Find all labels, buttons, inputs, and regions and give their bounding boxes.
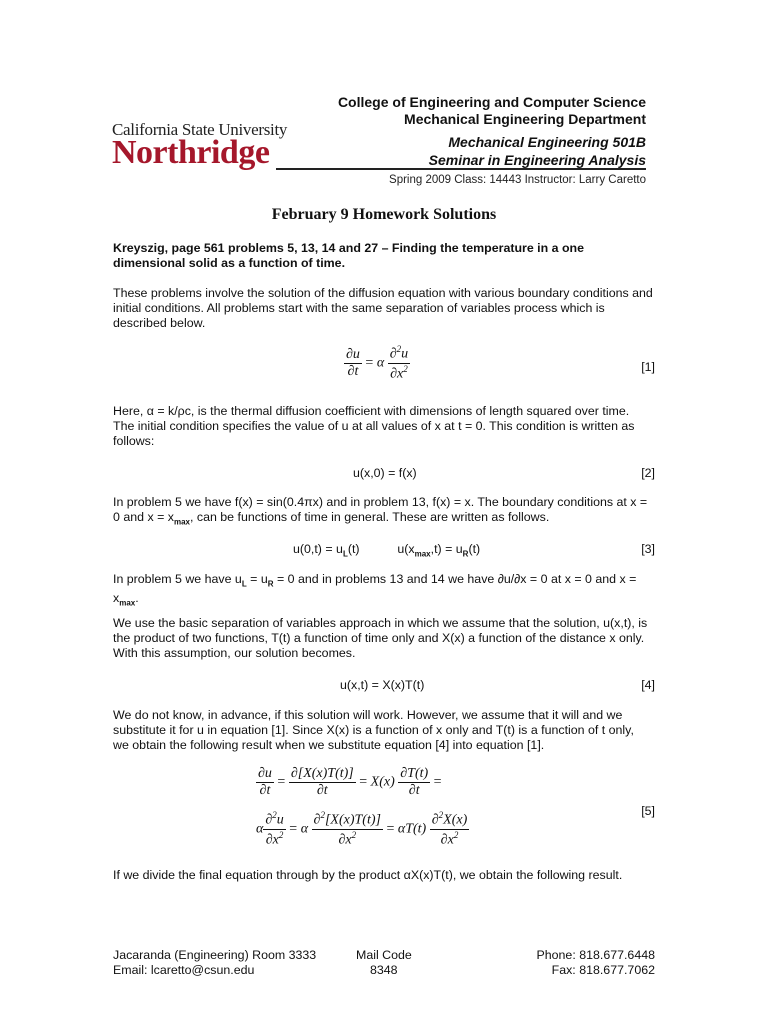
paragraph-4: In problem 5 we have $u_L = u_R = 0$ and in problems 13 and 14 we have ∂u/∂x = 0 at x = 0 and $x = x_{max}$. — [113, 572, 637, 608]
course-name: Mechanical Engineering 501B — [448, 134, 646, 150]
equation-2: u(x,0) = f(x) — [353, 466, 417, 480]
equation-4-number: [4] — [641, 678, 655, 692]
footer-phone: Phone: 818.677.6448 — [536, 948, 655, 962]
department-name: Mechanical Engineering Department — [404, 111, 646, 127]
equation-4: u(x,t) = X(x)T(t) — [340, 678, 425, 692]
equation-1: $\frac{\partial u}{\partial t}$ = α $\frac{\partial^2u}{\partial x^2}$ — [346, 344, 409, 382]
equation-5-number: [5] — [641, 804, 655, 818]
college-name: College of Engineering and Computer Science — [337, 94, 646, 110]
equation-3-number: [3] — [641, 542, 655, 556]
equation-1-number: [1] — [641, 360, 655, 374]
course-title: Seminar in Engineering Analysis — [428, 152, 646, 168]
paragraph-5: We use the basic separation of variables approach in which we assume that the solution, u(x,t), is the product of two functions, T(t) a function of time only and X(x) a function of the distance x only. With this assumption, our solution becomes. — [113, 616, 648, 660]
university-logo-top: California State University — [112, 120, 288, 139]
paragraph-2: Here, α = k/ρc, is the thermal diffusion coefficient with dimensions of length squared over time. The initial condition specifies the value of u at all values of x at t = 0. This condition is written as follows: — [113, 404, 635, 448]
page-title: February 9 Homework Solutions — [271, 206, 497, 223]
university-logo-main: Northridge — [112, 134, 270, 171]
header-rule — [276, 168, 646, 170]
paragraph-3: In problem 5 we have f(x) = sin(0.4πx) and in problem 13, f(x) = x. The boundary conditions at x = 0 and $x = x_{max}$, can be functions of time in general. These are written as follows. — [113, 495, 648, 527]
paragraph-7: If we divide the final equation through by the product αX(x)T(t), we obtain the following result. — [113, 868, 623, 882]
footer-fax: Fax: 818.677.7062 — [551, 963, 655, 977]
footer-room: Jacaranda (Engineering) Room 3333 — [113, 948, 317, 962]
footer-mail-code: 8348 — [370, 963, 398, 977]
intro-heading: Kreyszig, page 561 problems 5, 13, 14 and 27 – Finding the temperature in a one dimensional solid as a function of time. — [113, 241, 584, 270]
paragraph-1: These problems involve the solution of the diffusion equation with various boundary conditions and initial conditions. All problems start with the same separation of variables process which is described below. — [113, 286, 653, 330]
term-info: Spring 2009 Class: 14443 Instructor: Larry Caretto — [389, 174, 646, 186]
equation-2-number: [2] — [641, 466, 655, 480]
footer-mail-label: Mail Code — [356, 948, 412, 962]
equation-5-line-2: α $\frac{\partial^2u}{\partial x^2}$ = α $\frac{\partial^2[X(x)T(t)]}{\partial x^2}$ = αT(t) $\frac{\partial^2X(x)}{\partial x^2}$ — [256, 810, 468, 848]
equation-3: $u(0,t) = u_L(t)$ $u(x_{max},t) = u_R(t)$ — [293, 542, 481, 559]
footer-email[interactable]: Email: lcaretto@csun.edu — [113, 963, 255, 977]
equation-5-line-1: $\frac{\partial u}{\partial t}$ = $\frac{\partial[X(x)T(t)]}{\partial t}$ = X(x) $\frac{\partial T(t)}{\partial t}$ = — [258, 766, 442, 798]
paragraph-6: We do not know, in advance, if this solution will work. However, we assume that it will and we substitute it for u in equation [1]. Since X(x) is a function of x only and T(t) is a function of t only, we obtain the following result when we substitute equation [4] into equation [1]. — [113, 708, 634, 752]
